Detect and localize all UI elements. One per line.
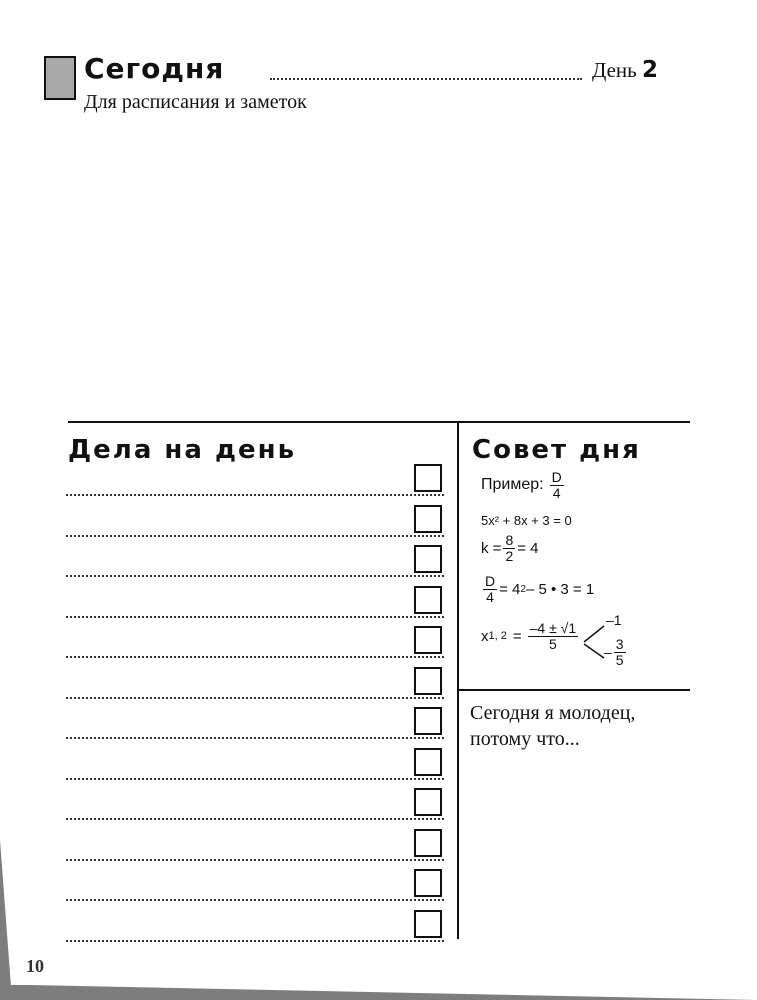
todo-row[interactable]	[66, 543, 444, 577]
d-rhs-exponent: 2	[520, 583, 526, 595]
day-number: 2	[641, 57, 658, 83]
todo-row-dotted-line[interactable]	[66, 656, 444, 658]
todo-checkbox[interactable]	[414, 829, 442, 857]
d-fraction	[483, 574, 497, 604]
todo-row-dotted-line[interactable]	[66, 616, 444, 618]
k-rhs: = 4	[517, 539, 539, 557]
root-one: –1	[606, 612, 622, 628]
todo-checkbox[interactable]	[414, 788, 442, 816]
k-numerator: 8	[505, 532, 514, 548]
x-fraction	[528, 621, 579, 651]
page-number: 10	[26, 956, 44, 976]
x-subscript: 1, 2	[488, 630, 507, 643]
todo-checkbox[interactable]	[414, 505, 442, 533]
k-fraction	[503, 533, 515, 563]
todo-row[interactable]	[66, 705, 444, 739]
todo-row-dotted-line[interactable]	[66, 818, 444, 820]
example-numerator: D	[551, 469, 562, 485]
example-fraction	[550, 470, 564, 500]
x-numerator: –4 ± √1	[529, 620, 577, 636]
equation-k	[481, 533, 539, 563]
todo-row-dotted-line[interactable]	[66, 575, 444, 577]
notes-area[interactable]	[84, 130, 684, 410]
k-lhs: k =	[481, 539, 502, 557]
example-label: Пример:	[481, 476, 544, 494]
day-label-text: День	[592, 58, 637, 82]
todo-row[interactable]	[66, 462, 444, 496]
todo-row-dotted-line[interactable]	[66, 494, 444, 496]
d-denominator: 4	[486, 588, 494, 605]
todo-row[interactable]	[66, 908, 444, 942]
x-denominator: 5	[548, 635, 557, 652]
k-denominator: 2	[505, 547, 514, 564]
root-two	[604, 637, 628, 667]
todo-checkbox[interactable]	[414, 869, 442, 897]
todo-checkbox[interactable]	[414, 707, 442, 735]
page-subtitle: Для расписания и заметок	[84, 91, 307, 113]
root-two-denominator: 5	[615, 651, 624, 668]
todo-checkbox[interactable]	[414, 748, 442, 776]
todo-row-dotted-line[interactable]	[66, 899, 444, 901]
d-rhs-base: = 4	[499, 580, 521, 598]
todo-top-rule	[68, 421, 690, 423]
x-label: x	[481, 627, 489, 645]
todo-checkbox[interactable]	[414, 626, 442, 654]
todo-checkbox[interactable]	[414, 464, 442, 492]
d-numerator: D	[485, 573, 496, 589]
d-rhs-rest: – 5 • 3 = 1	[525, 580, 595, 598]
praise-prompt: Сегодня я молодец, потому что...	[470, 702, 636, 750]
equation-discriminant	[481, 574, 594, 604]
tip-bottom-rule	[458, 689, 690, 691]
tip-example	[481, 470, 566, 500]
todo-row-dotted-line[interactable]	[66, 940, 444, 942]
todo-row[interactable]	[66, 584, 444, 618]
praise-writing-area[interactable]	[466, 760, 690, 938]
todo-row[interactable]	[66, 867, 444, 901]
todo-title: Дела на день	[68, 435, 297, 465]
equation-quadratic: 5x² + 8x + 3 = 0	[481, 513, 572, 528]
todo-checkbox[interactable]	[414, 545, 442, 573]
x-equals: =	[512, 627, 522, 645]
todo-row[interactable]	[66, 624, 444, 658]
todo-checkbox[interactable]	[414, 667, 442, 695]
todo-row-dotted-line[interactable]	[66, 697, 444, 699]
tip-title: Совет дня	[472, 435, 641, 465]
column-divider	[457, 421, 459, 939]
todo-row-dotted-line[interactable]	[66, 535, 444, 537]
todo-row[interactable]	[66, 503, 444, 537]
todo-row-dotted-line[interactable]	[66, 778, 444, 780]
header-marker-block	[44, 56, 76, 100]
page-title: Сегодня	[84, 52, 225, 85]
root-two-numerator: 3	[615, 636, 624, 652]
todo-checkbox[interactable]	[414, 910, 442, 938]
todo-row[interactable]	[66, 746, 444, 780]
todo-row-dotted-line[interactable]	[66, 859, 444, 861]
todo-row[interactable]	[66, 665, 444, 699]
todo-row-dotted-line[interactable]	[66, 737, 444, 739]
todo-checkbox[interactable]	[414, 586, 442, 614]
day-label	[592, 58, 658, 82]
root-two-sign: –	[604, 644, 612, 661]
todo-row[interactable]	[66, 827, 444, 861]
header-dotted-line[interactable]	[270, 58, 582, 80]
example-denominator: 4	[552, 484, 561, 501]
root-two-fraction	[614, 637, 626, 667]
equation-roots	[481, 621, 580, 651]
todo-row[interactable]	[66, 786, 444, 820]
